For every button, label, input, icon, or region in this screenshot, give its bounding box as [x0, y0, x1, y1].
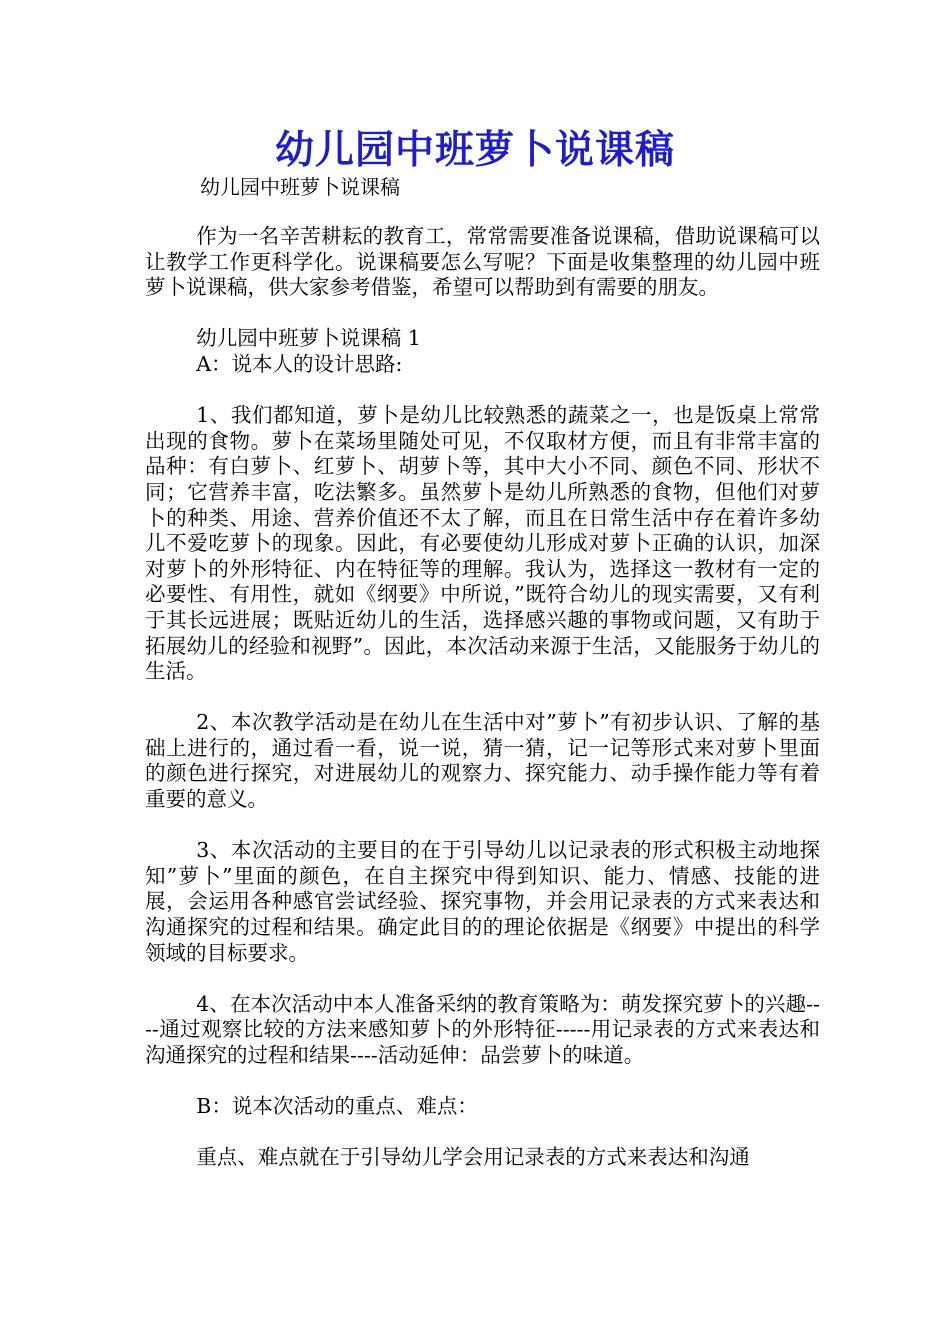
paragraph-3: 3、本次活动的主要目的在于引导幼儿以记录表的形式积极主动地探知”萝卜”里面的颜色，在自主探究中得到知识、能力、情感、技能的进展，会运用各种感官尝试经验、探究事物，并会用记录表的方式来表达和沟通探究的过程和结果。确定此目的的理论依据是《纲要》中提出的科学领域的目标要求。: [145, 838, 820, 965]
document-title: 幼儿园中班萝卜说课稿: [274, 128, 675, 173]
document-subtitle: 幼儿园中班萝卜说课稿: [200, 175, 400, 199]
paragraph-1: 1、我们都知道，萝卜是幼儿比较熟悉的蔬菜之一，也是饭桌上常常出现的食物。萝卜在菜场里随处可见，不仅取材方便，而且有非常丰富的品种：有白萝卜、红萝卜、胡萝卜等，其中大小不同、颜色不同、形状不同；它营养丰富，吃法繁多。虽然萝卜是幼儿所熟悉的食物，但他们对萝卜的种类、用途、营养价值还不太了解，而且在日常生活中存在着许多幼儿不爱吃萝卜的现象。因此，有必要使幼儿形成对萝卜正确的认识，加深对萝卜的外形特征、内在特征等的理解。我认为，选择这一教材有一定的必要性、有用性，就如《纲要》中所说，”既符合幼儿的现实需要，又有利于其长远进展；既贴近幼儿的生活，选择感兴趣的事物或问题，又有助于拓展幼儿的经验和视野”。因此，本次活动来源于生活，又能服务于幼儿的生活。: [145, 403, 820, 684]
document-body: [145, 224, 820, 1197]
intro-paragraph: 作为一名辛苦耕耘的教育工，常常需要准备说课稿，借助说课稿可以让教学工作更科学化。说课稿要怎么写呢？下面是收集整理的幼儿园中班萝卜说课稿，供大家参考借鉴，希望可以帮助到有需要的朋友。: [145, 224, 820, 300]
paragraph-2: 2、本次教学活动是在幼儿在生活中对”萝卜”有初步认识、了解的基础上进行的，通过看一看，说一说，猜一猜，记一记等形式来对萝卜里面的颜色进行探究，对进展幼儿的观察力、探究能力、动手操作能力等有着重要的意义。: [145, 710, 820, 812]
paragraph-5: 重点、难点就在于引导幼儿学会用记录表的方式来表达和沟通: [196, 1145, 750, 1170]
section-heading: 幼儿园中班萝卜说课稿 1: [196, 326, 421, 351]
subsection-heading-b: B：说本次活动的重点、难点：: [196, 1094, 478, 1119]
subsection-heading-a: A：说本人的设计思路:: [196, 351, 403, 376]
paragraph-4: 4、在本次活动中本人准备采纳的教育策略为：萌发探究萝卜的兴趣----通过观察比较的方法来感知萝卜的外形特征-----用记录表的方式来表达和沟通探究的过程和结果----活动延伸：品尝萝卜的味道。: [145, 991, 820, 1067]
